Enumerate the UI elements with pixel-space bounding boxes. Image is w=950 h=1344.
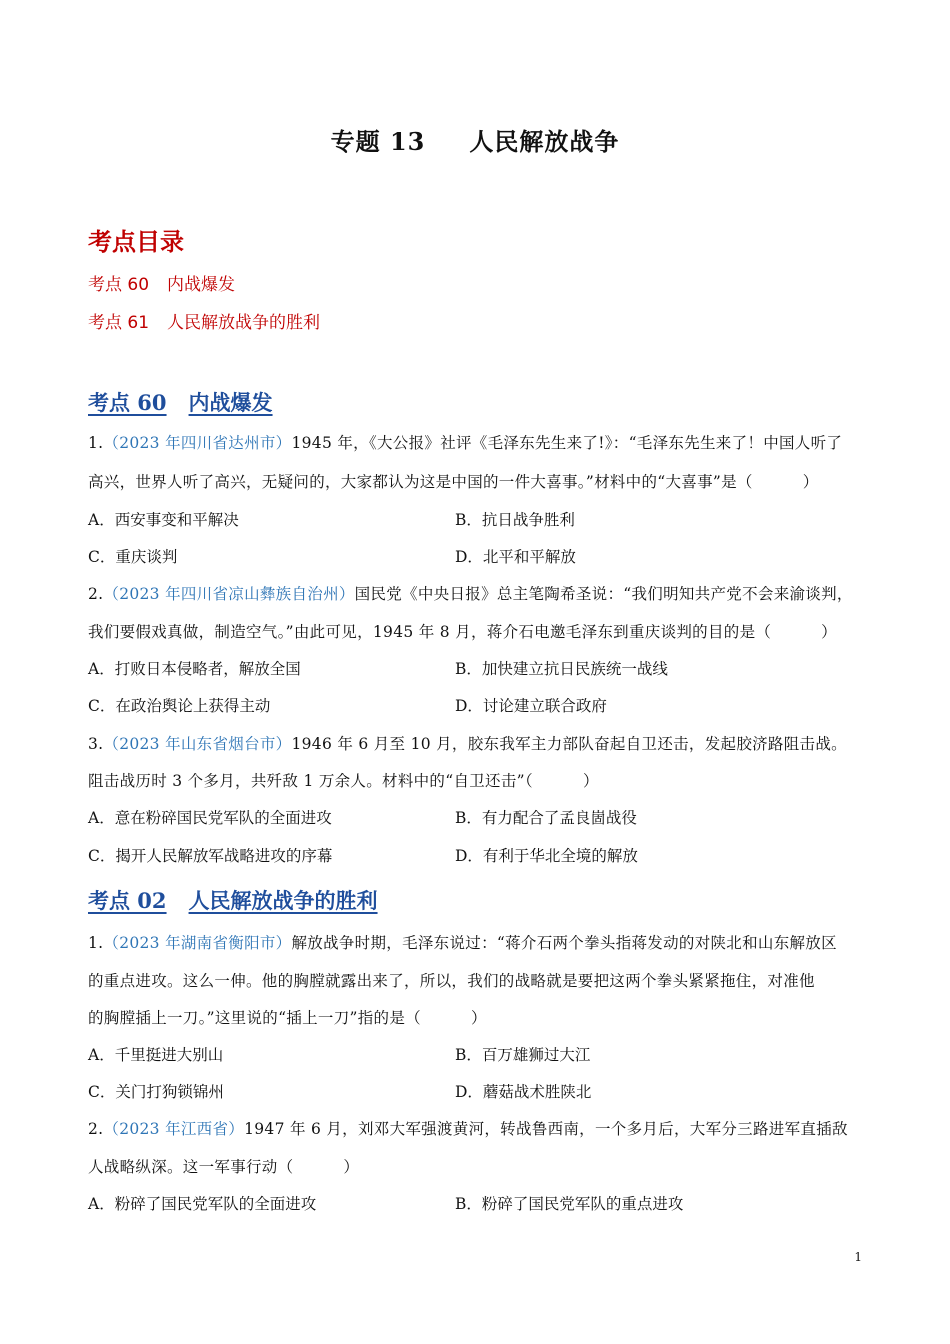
question-text: 阻击战历时 3 个多月，共歼敌 1 万余人。材料中的“自卫还击”（ ） — [88, 772, 599, 790]
option-a: A．意在粉碎国民党军队的全面进攻 — [88, 809, 332, 827]
option-c: C．在政治舆论上获得主动 — [88, 697, 271, 715]
question-text: 的重点进攻。这么一伸。他的胸膛就露出来了，所以，我们的战略就是要把这两个拳头紧紧拖住，对准他 — [88, 972, 815, 990]
page-title: 专题 13 人民解放战争 — [330, 127, 620, 156]
option-b: B．百万雄狮过大江 — [455, 1046, 591, 1064]
question-source: （2023 年四川省达州市） — [103, 434, 292, 452]
option-a: A．西安事变和平解决 — [88, 511, 239, 529]
option-a: A．千里挺进大别山 — [88, 1046, 224, 1064]
option-d: D．北平和平解放 — [455, 548, 576, 566]
question-text: 的胸膛插上一刀。”这里说的“插上一刀”指的是（ ） — [88, 1009, 487, 1027]
option-d: D．讨论建立联合政府 — [455, 697, 607, 715]
section-heading-60: 考点 60 内战爆发 — [88, 390, 273, 415]
option-d: D．有利于华北全境的解放 — [455, 847, 638, 865]
option-a: A．打败日本侵略者，解放全国 — [88, 660, 301, 678]
question-text: 2.（2023 年四川省凉山彝族自治州）国民党《中央日报》总主笔陶希圣说：“我们明知共产党不会来渝谈判， — [88, 585, 853, 603]
option-c: C．关门打狗锁锦州 — [88, 1083, 224, 1101]
section-heading-02: 考点 02 人民解放战争的胜利 — [88, 888, 378, 913]
question-text: 1.（2023 年湖南省衡阳市）解放战争时期，毛泽东说过：“蒋介石两个拳头指蒋发动的对陕北和山东解放区 — [88, 934, 837, 952]
question-text: 人战略纵深。这一军事行动（ ） — [88, 1158, 360, 1176]
question-text: 高兴，世界人听了高兴，无疑问的，大家都认为这是中国的一件大喜事。”材料中的“大喜事”是（ ） — [88, 473, 819, 491]
question-source: （2023 年湖南省衡阳市） — [103, 934, 292, 952]
option-a: A．粉碎了国民党军队的全面进攻 — [88, 1195, 317, 1213]
page-number: 1 — [854, 1250, 862, 1264]
option-c: C．揭开人民解放军战略进攻的序幕 — [88, 847, 333, 865]
option-b: B．抗日战争胜利 — [455, 511, 575, 529]
toc-heading: 考点目录 — [88, 228, 184, 256]
question-text: 2.（2023 年江西省）1947 年 6 月，刘邓大军强渡黄河，转战鲁西南，一个多月后，大军分三路进军直插敌 — [88, 1120, 848, 1138]
question-source: （2023 年四川省凉山彝族自治州） — [103, 585, 355, 603]
toc-item-60: 考点 60 内战爆发 — [88, 275, 236, 295]
question-source: （2023 年山东省烟台市） — [103, 735, 292, 753]
option-b: B．有力配合了孟良崮战役 — [455, 809, 637, 827]
option-b: B．粉碎了国民党军队的重点进攻 — [455, 1195, 684, 1213]
option-c: C．重庆谈判 — [88, 548, 178, 566]
option-b: B．加快建立抗日民族统一战线 — [455, 660, 668, 678]
question-text: 我们要假戏真做，制造空气。”由此可见，1945 年 8 月，蒋介石电邀毛泽东到重庆谈判的目的是（ ） — [88, 623, 837, 641]
question-text: 3.（2023 年山东省烟台市）1946 年 6 月至 10 月，胶东我军主力部队奋起自卫还击，发起胶济路阻击战。 — [88, 735, 847, 753]
option-d: D．蘑菇战术胜陕北 — [455, 1083, 592, 1101]
question-text: 1.（2023 年四川省达州市）1945 年，《大公报》社评《毛泽东先生来了!》：“毛泽东先生来了！中国人听了 — [88, 434, 843, 452]
question-source: （2023 年江西省） — [103, 1120, 245, 1138]
toc-item-61: 考点 61 人民解放战争的胜利 — [88, 313, 321, 333]
